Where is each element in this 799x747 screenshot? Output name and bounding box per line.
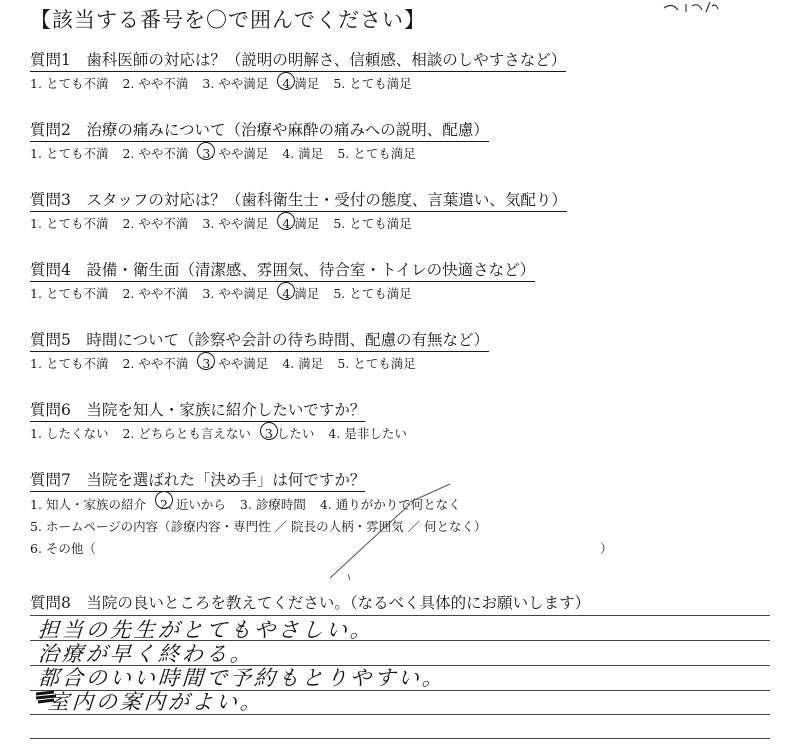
option[interactable] [30,425,108,442]
option-label: とても不満 [45,216,109,231]
question-title: 質問8 当院の良いところを教えてください。（なるべく具体的にお願いします） [30,594,591,612]
option[interactable] [202,215,268,232]
hand-drawn-circle [155,491,173,509]
question-1 [30,50,770,92]
option-label: とても不満 [45,356,109,371]
option-number: 4. [282,356,295,371]
option-number: 1. [30,216,42,231]
option-label: とても不満 [45,76,109,91]
page-title: 【該当する番号を〇で囲んでください】 [30,8,426,32]
q7-other-label: 6. その他（ [30,541,96,556]
option[interactable] [333,215,411,232]
option-number: 3. [202,355,214,372]
option[interactable] [122,355,188,372]
handwritten-answer-3: 都合のいい時間で予約もとりやすい。 [37,666,447,690]
option-number: 4 [282,75,290,92]
hand-drawn-circle [197,352,215,370]
question-title: 質問1 歯科医師の対応は？（説明の明解さ、信頼感、相談のしやすさなど） [30,50,566,72]
option-label: とても不満 [45,146,109,161]
selected-option[interactable] [282,215,319,232]
hand-drawn-circle [197,142,215,160]
option-label: やや満足 [218,286,269,301]
option-label: やや不満 [138,146,189,161]
option-number: 5. [337,356,350,371]
question-5 [30,330,770,372]
option-label: とても満足 [353,146,416,161]
option-number: 4 [282,285,290,302]
handwritten-answer-1: 担当の先生がとてもやさしい。 [37,618,375,642]
option-number: 1. [30,286,42,301]
option-number: 2. [122,286,135,301]
handwritten-answer-4: 室内の案内がよい。 [47,690,265,714]
option-label: どちらとも言えない [138,426,251,441]
option-number: 5. [333,76,346,91]
option-number: 3. [202,76,215,91]
option-label: とても満足 [349,286,412,301]
option-list [30,145,770,162]
option-number: 4. [282,146,295,161]
question-2 [30,120,770,162]
option-label: したくない [45,426,109,441]
option[interactable] [337,145,415,162]
corner-scribble [660,0,750,14]
option-label: 満足 [294,286,320,301]
option-number: 2. [160,494,172,516]
option-label: 満足 [298,356,324,371]
option[interactable] [30,285,108,302]
option[interactable] [282,145,323,162]
question-8 [30,593,770,614]
option-number: 3. [202,145,214,162]
option-number: 1. [30,76,42,91]
selected-option[interactable] [202,355,268,372]
option-label: やや不満 [138,356,189,371]
scribbled-out-mark [34,688,58,706]
option[interactable] [122,425,250,442]
option-label: とても満足 [353,356,416,371]
question-4 [30,260,770,302]
option[interactable] [30,494,146,516]
option-label: とても満足 [349,76,412,91]
handwritten-answer-2: 治療が早く終わる。 [37,642,255,666]
option[interactable] [337,355,415,372]
option-number: 2. [122,216,135,231]
option-number: 5. [333,216,346,231]
selected-option[interactable] [202,145,268,162]
option[interactable] [333,285,411,302]
option-label: したい [276,426,315,441]
question-6 [30,400,770,442]
option-number: 3. [202,286,215,301]
option-number: 3 [265,425,273,442]
selected-option[interactable] [265,425,314,442]
selected-option[interactable] [282,75,319,92]
option-label: 通りがかりで何となく [335,497,461,512]
option-number: 2. [122,76,135,91]
option-label: やや不満 [138,286,189,301]
option-number: 1. [30,356,42,371]
option-label: やや不満 [138,216,189,231]
option[interactable] [328,425,406,442]
option-number: 4 [282,215,290,232]
option[interactable] [30,355,108,372]
option[interactable] [122,75,188,92]
option[interactable] [282,355,323,372]
option[interactable] [333,75,411,92]
hand-drawn-circle [277,72,295,90]
option-list [30,215,770,232]
question-title: 質問5 時間について（診察や会計の待ち時間、配慮の有無など） [30,330,489,352]
question-3 [30,190,770,232]
option[interactable] [122,285,188,302]
option-label: とても不満 [45,286,109,301]
hand-drawn-circle [260,422,278,440]
option-label: やや満足 [218,216,269,231]
question-title: 質問4 設備・衛生面（清潔感、雰囲気、待合室・トイレの快適さなど） [30,260,535,282]
question-title: 質問2 治療の痛みについて（治療や麻酔の痛みへの説明、配慮） [30,120,489,142]
hand-drawn-circle [277,212,295,230]
q7-other-close: ） [600,541,613,556]
option-label: 近いから [175,497,226,512]
q7-options-line2: 5. ホームページの内容（診療内容・専門性 ／ 院長の人柄・雰囲気 ／ 何となく） [30,519,487,534]
option-number: 2. [122,356,135,371]
option[interactable] [202,75,268,92]
option-number: 4. [319,497,332,512]
option[interactable] [30,215,108,232]
option-label: 満足 [294,76,320,91]
option-label: 知人・家族の紹介 [45,497,146,512]
option-list [30,75,770,92]
option[interactable] [30,145,108,162]
option-list [30,425,770,442]
option-label: やや満足 [218,76,269,91]
option-label: 是非したい [344,426,407,441]
option-number: 2. [122,146,135,161]
option[interactable] [202,285,268,302]
option-label: やや満足 [218,146,269,161]
answer-line [30,738,770,739]
option-number: 2. [122,426,135,441]
option[interactable] [30,75,108,92]
option-number: 3. [202,216,215,231]
selected-option[interactable] [282,285,319,302]
option-label: やや満足 [218,356,269,371]
option-label: とても満足 [349,216,412,231]
option-label: やや不満 [138,76,189,91]
option-number: 4. [328,426,341,441]
option[interactable] [122,215,188,232]
option-list [30,285,770,302]
option-label: 満足 [294,216,320,231]
option-number: 5. [337,146,350,161]
option-label: 診療時間 [255,497,306,512]
option-number: 1. [30,497,42,512]
option-number: 5. [333,286,346,301]
selected-option[interactable] [160,494,226,516]
option-list [30,355,770,372]
option-number: 3. [239,497,252,512]
option-label: 満足 [298,146,324,161]
question-title: 質問3 スタッフの対応は？（歯科衛生士・受付の態度、言葉遣い、気配り） [30,190,567,212]
option[interactable] [122,145,188,162]
question-title: 質問6 当院を知人・家族に紹介したいですか？ [30,400,365,422]
question-title: 質問7 当院を選ばれた「決め手」は何ですか？ [30,470,365,492]
option-number: 1. [30,146,42,161]
pen-stray-mark [290,478,460,588]
option-number: 1. [30,426,42,441]
hand-drawn-circle [277,282,295,300]
